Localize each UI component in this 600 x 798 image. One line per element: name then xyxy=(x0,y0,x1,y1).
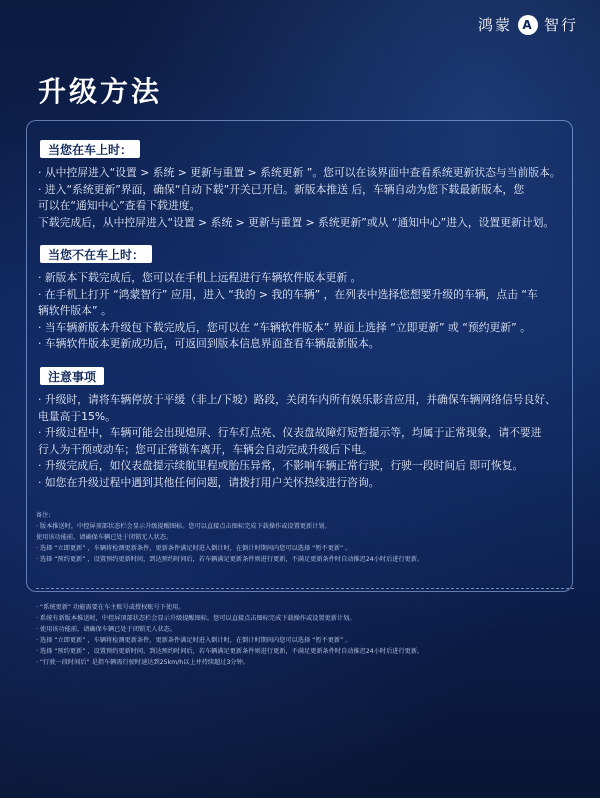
brand-name: 鸿蒙 xyxy=(477,16,512,34)
brand-logo-icon: A xyxy=(518,15,538,35)
list-item: · 升级过程中，车辆可能会出现熄屏、行车灯点亮、仪表盘故障灯短暂提示等，均属于正常现象，请不要进 xyxy=(38,426,542,439)
footnote-line: · 系统有新版本推送时，中控屏顶部状态栏会显示升级提醒图标。您可以直接点击图标完成下载操作或设置更新计划。 xyxy=(36,615,356,622)
section-heading-notes: 注意事项 xyxy=(40,367,104,385)
list-item: 下载完成后，从中控屏进入“设置 > 系统 > 更新与重置 > 系统更新”或从 “通知中心”进入，设置更新计划。 xyxy=(38,215,555,229)
section-body-notes xyxy=(38,392,573,491)
footnotes-block xyxy=(36,602,576,668)
list-item: · 当车辆新版本升级包下载完成后，您可以在 “车辆软件版本” 界面上选择 “立即更新” 或 “预约更新” 。 xyxy=(38,320,531,334)
list-item: · 车辆软件版本更新成功后，可返回到版本信息界面查看车辆最新版本。 xyxy=(38,337,380,350)
list-item: · 新版本下载完成后，您可以在手机上远程进行车辆软件版本更新 。 xyxy=(38,271,362,284)
page-title: 升级方法 xyxy=(38,75,163,108)
list-item: 行人为干预或动车；您可正常锁车离开，车辆会自动完成升级后下电。 xyxy=(38,442,373,456)
list-item: · 升级时，请将车辆停放于平缓（非上/下坡）路段，关闭车内所有娱乐影音应用，并确保车辆网络信号良好、 xyxy=(38,393,556,406)
list-item: · 升级完成后，如仪表盘提示续航里程或胎压异常，不影响车辆正常行驶，行驶一段时间后 即可恢复。 xyxy=(38,459,524,472)
brand-suffix: 智行 xyxy=(543,16,578,34)
section-body-in-car xyxy=(38,165,573,231)
section-body-not-in-car xyxy=(38,270,573,353)
remark-line: · 版本推送时，中控屏顶部状态栏会显示升级提醒图标。您可以直接点击图标完成下载操作或设置更新计划。 xyxy=(36,523,331,530)
section-heading-not-in-car: 当您不在车上时： xyxy=(40,245,152,263)
footnote-line: · 使用该功能前，请确保车辆已处于闭锁无人状态。 xyxy=(36,626,177,633)
remarks-block xyxy=(36,510,576,565)
list-item: · 进入“系统更新”界面，确保“自动下载”开关已开启。新版本推送 后，车辆自动为您下载最新版本，您 xyxy=(38,182,525,196)
section-heading-in-car: 当您在车上时： xyxy=(40,140,140,158)
list-item: 辆软件版本” 。 xyxy=(38,304,112,317)
remark-line: · 选择 “立即更新” ，车辆将检测更新条件，更新条件满足时进入倒计时，在倒计时期间内您可以选择 “暂不更新” 。 xyxy=(36,545,352,552)
remark-line: · 选择 “预约更新” ，设置预约更新时间，到达预约时间后，若车辆满足更新条件则进行更新，不满足更新条件时自动推迟24小时后进行更新。 xyxy=(36,556,424,563)
list-item: · 从中控屏进入“设置 > 系统 > 更新与重置 > 系统更新 ”。您可以在该界面中查看系统更新状态与当前版本。 xyxy=(38,166,561,179)
footnote-line: · “行驶一段时间后” 是指车辆需行驶时速达到25km/h以上并持续超过3分钟。 xyxy=(36,659,249,666)
list-item: 电量高于15%。 xyxy=(38,409,116,423)
remarks-heading: 备注: xyxy=(36,512,51,519)
list-item: 可以在“通知中心”查看下载进度。 xyxy=(38,199,201,212)
brand-header xyxy=(478,14,578,35)
footnote-line: · 选择 “立即更新” ，车辆将检测更新条件，更新条件满足时进入倒计时，在倒计时期间内您可以选择 “暂不更新” 。 xyxy=(36,637,352,644)
footnote-line: · “系统更新” 功能需要在车主账号或授权账号下使用。 xyxy=(36,604,185,611)
dashed-divider xyxy=(36,588,574,589)
footnote-line: · 选择 “预约更新” ，设置预约更新时间，到达预约时间后，若车辆满足更新条件则进行更新，不满足更新条件时自动推迟24小时后进行更新。 xyxy=(36,648,424,655)
list-item: · 如您在升级过程中遇到其他任何问题，请拨打用户关怀热线进行咨询。 xyxy=(38,475,380,489)
list-item: · 在手机上打开 “鸿蒙智行” 应用，进入 “我的 > 我的车辆” ，在列表中选择您想要升级的车辆，点击 “车 xyxy=(38,287,538,301)
remark-line: 使用该功能前，请确保车辆已处于闭锁无人状态。 xyxy=(36,534,173,541)
